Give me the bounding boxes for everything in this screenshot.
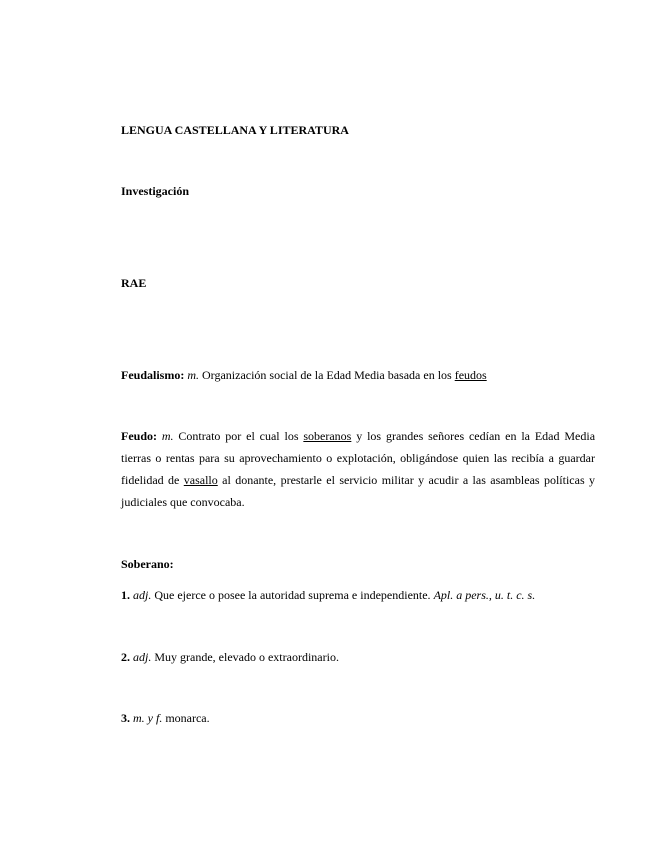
- sense-1: [121, 589, 595, 601]
- grammar-label: adj.: [133, 588, 152, 602]
- definition-text: y los grandes señores cedían en la Edad Media tierras o rentas para su aprovechamiento o explotación, obligándose quien las recibía a guardar fidelidad de: [121, 429, 596, 487]
- term-feudo: Feudo:: [121, 429, 157, 443]
- term-feudalismo: Feudalismo:: [121, 368, 185, 382]
- definition-text: Contrato por el cual los: [173, 429, 304, 443]
- definition-feudalismo: [121, 369, 595, 381]
- sense-number: 2.: [121, 650, 130, 664]
- sense-3: [121, 712, 595, 724]
- usage-note: Apl. a pers., u. t. c. s.: [433, 588, 536, 602]
- grammar-label: adj.: [133, 650, 152, 664]
- definition-feudo: [121, 425, 595, 513]
- term-soberano: Soberano:: [121, 557, 174, 571]
- grammar-label: m.: [187, 368, 200, 382]
- link-soberanos[interactable]: soberanos: [303, 429, 352, 443]
- source-heading: RAE: [121, 276, 147, 290]
- definition-text: al donante, prestarle el servicio militar y acudir a las asambleas políticas y judiciales que convocaba.: [121, 473, 596, 509]
- section-heading: Investigación: [121, 184, 190, 198]
- definition-text: Organización social de la Edad Media basada en los: [199, 368, 455, 382]
- sense-text: Que ejerce o posee la autoridad suprema e independiente.: [151, 588, 434, 602]
- subject-heading: LENGUA CASTELLANA Y LITERATURA: [121, 123, 349, 137]
- grammar-label: m.: [161, 429, 174, 443]
- grammar-label: m. y f.: [133, 711, 163, 725]
- link-feudos[interactable]: feudos: [454, 368, 487, 382]
- link-vasallo[interactable]: vasallo: [183, 473, 218, 487]
- sense-number: 3.: [121, 711, 130, 725]
- sense-text: monarca.: [162, 711, 210, 725]
- sense-2: [121, 651, 595, 663]
- sense-number: 1.: [121, 588, 130, 602]
- sense-text: Muy grande, elevado o extraordinario.: [151, 650, 339, 664]
